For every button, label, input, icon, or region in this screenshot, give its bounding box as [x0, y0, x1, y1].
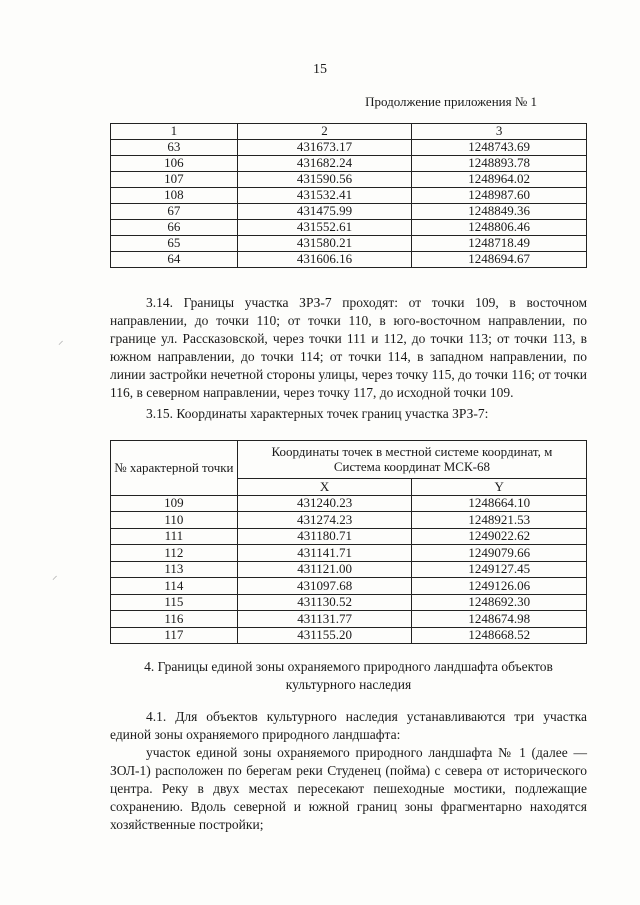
table-row	[111, 172, 587, 188]
table-row	[111, 220, 587, 236]
table-row	[111, 140, 587, 156]
table-cell: 63	[111, 140, 238, 156]
table-cell: 108	[111, 188, 238, 204]
table-cell: 65	[111, 236, 238, 252]
section-4-title-line1: 4. Границы единой зоны охраняемого природного ландшафта объектов	[144, 659, 553, 674]
table-cell: 431552.61	[237, 220, 412, 236]
table-cell: 431141.71	[237, 545, 412, 562]
table-row	[111, 236, 587, 252]
coordinates-header-line1: Координаты точек в местной системе координат, м	[271, 444, 553, 459]
paragraph-4-1: 4.1. Для объектов культурного наследия устанавливаются три участка единой зоны охраняемого природного ландшафта:	[110, 709, 587, 742]
scan-mark: ⸝	[52, 570, 58, 582]
paragraph-3-15: 3.15. Координаты характерных точек границ участка ЗРЗ-7:	[146, 406, 489, 421]
table-cell: 116	[111, 611, 238, 628]
table-cell: 1248694.67	[412, 252, 587, 268]
table-cell: 431682.24	[237, 156, 412, 172]
table-row	[111, 545, 587, 562]
table-row	[111, 204, 587, 220]
column-header: 3	[412, 124, 587, 140]
table-cell: 1249079.66	[412, 545, 587, 562]
table-cell: 431532.41	[237, 188, 412, 204]
table-row	[111, 627, 587, 644]
table-row	[111, 594, 587, 611]
page-number: 15	[313, 62, 327, 77]
column-header: 2	[237, 124, 412, 140]
table-row	[111, 252, 587, 268]
table-cell: 1249127.45	[412, 561, 587, 578]
table-row	[111, 528, 587, 545]
table-cell: 64	[111, 252, 238, 268]
table-cell: 1249022.62	[412, 528, 587, 545]
scan-mark: ⸝	[58, 335, 64, 347]
paragraph-3-14: 3.14. Границы участка ЗРЗ-7 проходят: от точки 109, в восточном направлении, до точки 110; от точки 110, в юго-восточном направлении, по границе ул. Рассказовской, через точки 111 и 112, до точки 113; от точки 113, в южном направлении, до точки 114; от точки 114, в западном направлении, по линии застройки нечетной стороны улицы, через точку 115, до точки 116; от точки 116, в северном направлении, через точку 117, до исходной точки 109.	[110, 295, 587, 400]
column-header-coordinates	[237, 441, 586, 479]
table-cell: 1248664.10	[412, 495, 587, 512]
table-row	[111, 611, 587, 628]
table-cell: 1248921.53	[412, 512, 587, 529]
table-cell: 431097.68	[237, 578, 412, 595]
section-4-title-line2: культурного наследия	[285, 677, 412, 692]
table-cell: 110	[111, 512, 238, 529]
column-header: 1	[111, 124, 238, 140]
table-header-row	[111, 124, 587, 140]
table-cell: 431274.23	[237, 512, 412, 529]
table-cell: 106	[111, 156, 238, 172]
table-cell: 1248964.02	[412, 172, 587, 188]
table-cell: 1248743.69	[412, 140, 587, 156]
table-cell: 1248893.78	[412, 156, 587, 172]
table-cell: 431606.16	[237, 252, 412, 268]
table-cell: 112	[111, 545, 238, 562]
table-row	[111, 578, 587, 595]
table-cell: 1248674.98	[412, 611, 587, 628]
table-cell: 431590.56	[237, 172, 412, 188]
paragraph-zol1: участок единой зоны охраняемого природного ландшафта № 1 (далее — ЗОЛ-1) расположен по берегам реки Студенец (пойма) с севера от исторического центра. Реку в двух местах пересекают пешеходные мостики, подлежащие сохранению. Вдоль северной и южной границ зоны фрагментарно находятся хозяйственные постройки;	[110, 745, 587, 832]
column-header-x: X	[237, 479, 412, 496]
table-row	[111, 561, 587, 578]
table-cell: 431130.52	[237, 594, 412, 611]
table-cell: 431121.00	[237, 561, 412, 578]
table-cell: 1249126.06	[412, 578, 587, 595]
zrz7-coordinates-table	[110, 440, 587, 644]
table-cell: 431673.17	[237, 140, 412, 156]
table-cell: 1248987.60	[412, 188, 587, 204]
table-cell: 67	[111, 204, 238, 220]
table-header-row	[111, 441, 587, 479]
table-cell: 113	[111, 561, 238, 578]
section-4-title	[110, 658, 587, 694]
table-cell: 1248718.49	[412, 236, 587, 252]
table-cell: 431131.77	[237, 611, 412, 628]
table-cell: 114	[111, 578, 238, 595]
column-header-point: № характерной точки	[111, 441, 238, 496]
coordinates-table-continued	[110, 123, 587, 268]
table-cell: 1248806.46	[412, 220, 587, 236]
table-row	[111, 156, 587, 172]
table-cell: 1248692.30	[412, 594, 587, 611]
column-header-y: Y	[412, 479, 587, 496]
coordinates-header-line2: Система координат МСК-68	[333, 458, 490, 474]
table-cell: 109	[111, 495, 238, 512]
table-cell: 115	[111, 594, 238, 611]
appendix-label: Продолжение приложения № 1	[365, 94, 537, 109]
table-cell: 431240.23	[237, 495, 412, 512]
table-cell: 1248849.36	[412, 204, 587, 220]
table-cell: 431155.20	[237, 627, 412, 644]
table-cell: 111	[111, 528, 238, 545]
table-cell: 431475.99	[237, 204, 412, 220]
table-cell: 431580.21	[237, 236, 412, 252]
table-cell: 431180.71	[237, 528, 412, 545]
table-row	[111, 495, 587, 512]
table-cell: 66	[111, 220, 238, 236]
table-row	[111, 188, 587, 204]
table-cell: 117	[111, 627, 238, 644]
table-row	[111, 512, 587, 529]
table-cell: 107	[111, 172, 238, 188]
table-cell: 1248668.52	[412, 627, 587, 644]
